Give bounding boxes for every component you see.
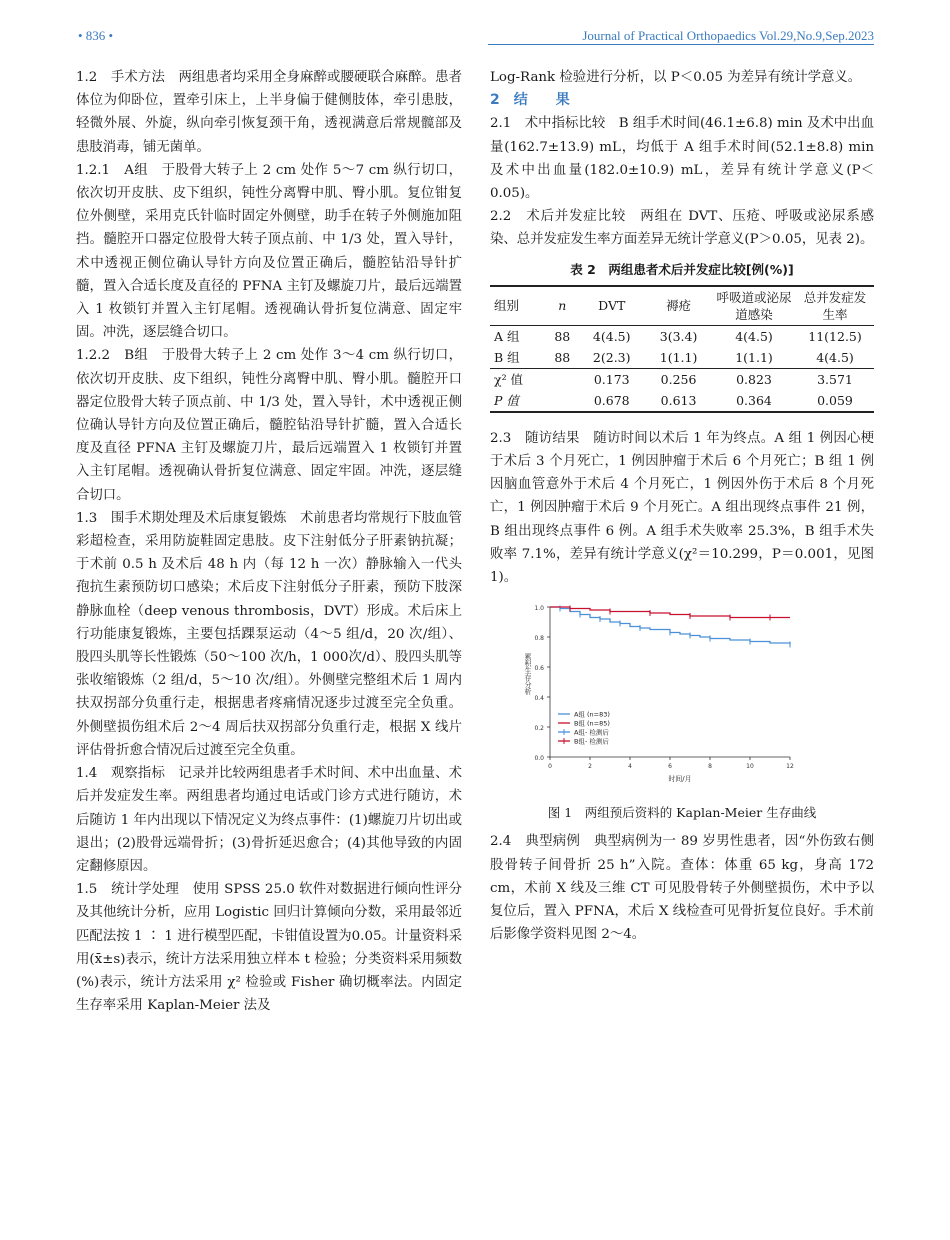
table-cell: 1(1.1) bbox=[735, 349, 773, 365]
table-header: DVT bbox=[578, 286, 645, 326]
x-tick-label: 10 bbox=[746, 763, 754, 771]
section-2-3-paragraph: 2.3 随访结果 随访时间以术后 1 年为终点。A 组 1 例因心梗于术后 3 个月死亡，1 例因肿瘤于术后 6 个月死亡；B 组 1 例因脑血管意外于术后 4 个月死亡，1 例因外伤于术后 8 个月死亡，1 例因肿瘤于术后 9 个月死亡。A 组出现终点事件 21 例，B 组出现终点事件 6 例。A 组手术失败率 25.3%，B 组手术失败率 7.1%，差异有统计学意义(χ²＝10.299，P＝0.001，见图 1)。 bbox=[490, 430, 874, 586]
table-header: n bbox=[546, 286, 578, 326]
table-cell: 3.571 bbox=[796, 368, 874, 390]
section-1-5-paragraph: 1.5 统计学处理 使用 SPSS 25.0 软件对数据进行倾向性评分及其他统计分析，应用 Logistic 回归计算倾向分数，采用最邻近匹配法按 1 ∶ 1 进行模型匹配，卡钳值设置为0.05。计量资料采用(x̄±s)表示，统计方法采用独立样本 t 检验；分类资料采用频数(%)表示，统计方法采用 χ² 检验或 Fisher 确切概率法。内固定生存率采用 Kaplan-Meier 法及 bbox=[76, 882, 462, 1014]
table-row bbox=[490, 368, 874, 390]
table-cell: 1(1.1) bbox=[659, 349, 698, 365]
legend-label: B组- 检测后 bbox=[574, 737, 609, 746]
legend-label: A组- 检测后 bbox=[574, 728, 609, 737]
table-cell: P 值 bbox=[490, 390, 546, 412]
table-cell: B 组 bbox=[494, 349, 520, 365]
section-1-2-2-paragraph: 1.2.2 B组 于股骨大转子上 2 cm 处作 3～4 cm 纵行切口，依次切开皮肤、皮下组织，钝性分离臀中肌、臀小肌。髓腔开口器定位股骨大转子顶点前、中 1/3 处，置入导针，术中透视正侧位确认导针方向及位置正确后，髓腔钻沿导针扩髓，置入合适长度及直径 PFNA 主钉及螺旋刀片，最后远端置入 1 枚锁钉并置入主钉尾帽。透视确认骨折复位满意、固定牢固。冲洗，逐层缝合切口。 bbox=[76, 348, 462, 503]
table-cell: 0.059 bbox=[796, 390, 874, 412]
page-header bbox=[0, 28, 950, 52]
right-column bbox=[490, 66, 874, 946]
header-rule bbox=[488, 44, 874, 45]
table-cell: 3(3.4) bbox=[659, 328, 698, 344]
table-cell: 0.364 bbox=[712, 390, 796, 412]
stats-continued-paragraph: Log-Rank 检验进行分析，以 P＜0.05 为差异有统计学意义。 bbox=[490, 70, 862, 85]
table-cell: 4(4.5) bbox=[592, 328, 631, 344]
section-1-3-paragraph: 1.3 围手术期处理及术后康复锻炼 术前患者均常规行下肢血管彩超检查，采用防旋鞋固定患肢。皮下注射低分子肝素钠抗凝；于术前 0.5 h 及术后 48 h 内（每 12 h 一次）静脉输入一代头孢抗生素预防切口感染；术后皮下注射低分子肝素，预防下肢深静脉血栓（deep venous thrombosis，DVT）形成。术后床上行功能康复锻炼，主要包括踝泵运动（4～5 组/d，20 次/组）、股四头肌等长性锻炼（50～100 次/h，1 000次/d）、股四头肌等张收缩锻炼（2 组/d，5～10 次/组）。外侧壁完整组术后 1 周内扶双拐部分负重行走，根据患者疼痛情况逐步过渡至完全负重。外侧壁损伤组术后 2～4 周后扶双拐部分负重行走，根据 X 线片评估骨折愈合情况后过渡至完全负重。 bbox=[76, 510, 462, 758]
table-cell: χ² 值 bbox=[490, 368, 546, 390]
x-tick-label: 0 bbox=[548, 763, 552, 771]
table-cell: 88 bbox=[554, 328, 571, 344]
table-cell: 0.678 bbox=[578, 390, 645, 412]
figure-1-caption: 图 1 两组预后资料的 Kaplan-Meier 生存曲线 bbox=[547, 805, 817, 821]
table-header: 呼吸道或泌尿道感染 bbox=[712, 286, 796, 326]
section-1-2-paragraph: 1.2 手术方法 两组患者均采用全身麻醉或腰硬联合麻醉。患者体位为仰卧位，置牵引床上，上半身偏于健侧肢体，牵引患肢，轻微外展、外旋，纵向牵引恢复颈干角，透视满意后常规髋部及患肢消毒，铺无菌单。 bbox=[76, 70, 462, 155]
page-number: • 836 • bbox=[78, 28, 114, 43]
y-tick-label: 0.0 bbox=[534, 755, 544, 763]
legend-label: A组 (n=83) bbox=[574, 710, 610, 719]
table-cell: 88 bbox=[554, 349, 571, 365]
table-2-caption: 表 2 两组患者术后并发症比较[例(%)] bbox=[570, 261, 794, 277]
results-heading: 2 结 果 bbox=[490, 92, 570, 109]
x-axis-label: 时间/月 bbox=[668, 775, 692, 784]
complications-table bbox=[490, 285, 874, 413]
table-cell: 2(2.3) bbox=[592, 349, 631, 365]
y-tick-label: 0.2 bbox=[534, 725, 544, 733]
table-row bbox=[490, 347, 874, 369]
table-cell: 0.173 bbox=[578, 368, 645, 390]
section-2-2-paragraph: 2.2 术后并发症比较 两组在 DVT、压疮、呼吸或泌尿系感染、总并发症发生率方面差异无统计学意义(P＞0.05，见表 2)。 bbox=[490, 209, 874, 248]
table-header: 组别 bbox=[490, 286, 546, 326]
table-cell bbox=[546, 368, 578, 390]
y-axis-label: 累积生存分析 bbox=[524, 653, 532, 696]
table-header: 褥疮 bbox=[645, 286, 712, 326]
y-tick-label: 0.4 bbox=[534, 695, 544, 703]
x-tick-label: 8 bbox=[708, 763, 712, 771]
y-tick-label: 0.8 bbox=[534, 635, 544, 643]
section-1-2-1-paragraph: 1.2.1 A组 于股骨大转子上 2 cm 处作 5～7 cm 纵行切口，依次切开皮肤、皮下组织，钝性分离臀中肌、臀小肌。复位钳复位外侧壁，采用克氏针临时固定外侧壁，助手在转子外侧施加阻挡。髓腔开口器定位股骨大转子顶点前、中 1/3 处，置入导针，术中透视正侧位确认导针方向及位置正确后，髓腔钻沿导针扩髓，置入合适长度及直径的 PFNA 主钉及螺旋刀片，最后远端置入 1 枚锁钉并置入主钉尾帽。透视确认骨折复位满意、固定牢固。冲洗，逐层缝合切口。 bbox=[76, 162, 462, 341]
table-cell bbox=[546, 390, 578, 412]
y-tick-label: 1.0 bbox=[534, 605, 544, 613]
table-cell: 0.823 bbox=[712, 368, 796, 390]
table-row bbox=[490, 325, 874, 347]
table-cell: 11(12.5) bbox=[808, 328, 862, 344]
table-row bbox=[490, 390, 874, 412]
table-cell: 4(4.5) bbox=[816, 349, 854, 365]
x-tick-label: 6 bbox=[668, 763, 672, 771]
table-header: 总并发症发生率 bbox=[796, 286, 874, 326]
journal-title: Journal of Practical Orthopaedics Vol.29,No.9,Sep.2023 bbox=[582, 28, 874, 43]
x-tick-label: 4 bbox=[628, 763, 632, 771]
km-figure bbox=[490, 597, 874, 797]
km-survival-chart bbox=[490, 597, 874, 797]
section-2-4-paragraph: 2.4 典型病例 典型病例为一 89 岁男性患者，因“外伤致右侧股骨转子间骨折 25 h”入院。查体：体重 65 kg，身高 172 cm，术前 X 线及三维 CT 可见股骨转子外侧壁损伤，术中予以复位后，置入 PFNA，术后 X 线检查可见骨折复位良好。手术前后影像学资料见图 2～4。 bbox=[490, 834, 874, 943]
section-1-4-paragraph: 1.4 观察指标 记录并比较两组患者手术时间、术中出血量、术后并发症发生率。两组患者均通过电话或门诊方式进行随访，术后随访 1 年内出现以下情况定义为终点事件：(1)螺旋刀片切出或退出；(2)股骨远端骨折；(3)骨折延迟愈合；(4)其他导致的内固定翻修原因。 bbox=[76, 766, 462, 874]
x-tick-label: 2 bbox=[588, 763, 592, 771]
x-tick-label: 12 bbox=[786, 763, 794, 771]
y-tick-label: 0.6 bbox=[534, 665, 544, 673]
legend-label: B组 (n=85) bbox=[574, 719, 610, 728]
series-line-b bbox=[550, 607, 790, 618]
section-2-1-paragraph: 2.1 术中指标比较 B 组手术时间(46.1±6.8) min 及术中出血量(162.7±13.9) mL，均低于 A 组手术时间(52.1±8.8) min 及术中出血量(182.0±10.9) mL，差异有统计学意义(P＜0.05)。 bbox=[490, 116, 874, 202]
table-cell: 0.256 bbox=[645, 368, 712, 390]
table-cell: A 组 bbox=[494, 328, 520, 344]
left-column bbox=[76, 66, 462, 1017]
table-cell: 0.613 bbox=[645, 390, 712, 412]
table-cell: 4(4.5) bbox=[735, 328, 773, 344]
